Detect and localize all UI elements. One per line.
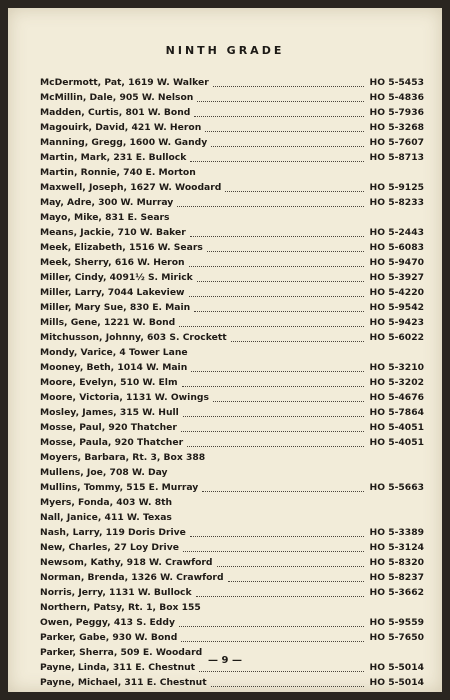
list-item [40,300,424,315]
directory-page [8,8,442,692]
list-item [40,135,424,150]
list-item [40,150,424,165]
entry-name-address: McDermott, Pat, 1619 W. Walker [40,77,209,88]
entry-phone: HO 5-3202 [369,377,424,388]
list-item [40,585,424,600]
entry-name-address: New, Charles, 27 Loy Drive [40,542,179,553]
list-item [40,465,424,480]
entry-name-address: Mondy, Varice, 4 Tower Lane [40,347,188,358]
list-item [40,525,424,540]
dot-leader [189,265,364,267]
entry-name-address: Norman, Brenda, 1326 W. Crawford [40,572,224,583]
list-item [40,480,424,495]
dot-leader [196,595,364,597]
entry-phone: HO 5-6083 [369,242,424,253]
list-item [40,225,424,240]
dot-leader [228,580,364,582]
list-item [40,600,424,615]
dot-leader [213,400,364,402]
entry-phone: HO 5-9125 [369,182,424,193]
entry-name-address: Mullens, Joe, 708 W. Day [40,467,168,478]
list-item [40,75,424,90]
dot-leader [190,535,364,537]
dot-leader [211,145,364,147]
entry-phone: HO 5-3389 [369,527,424,538]
entry-phone: HO 5-5014 [369,677,424,688]
entry-name-address: Miller, Cindy, 4091½ S. Mirick [40,272,193,283]
dot-leader [231,340,364,342]
page-number: — 9 — [208,655,242,666]
entry-name-address: Miller, Larry, 7044 Lakeview [40,287,185,298]
dot-leader [181,640,364,642]
dot-leader [190,235,364,237]
list-item [40,285,424,300]
dot-leader [225,190,364,192]
entry-name-address: Mullins, Tommy, 515 E. Murray [40,482,199,493]
dot-leader [181,430,364,432]
list-item [40,210,424,225]
entry-name-address: Moore, Evelyn, 510 W. Elm [40,377,178,388]
list-item [40,510,424,525]
dot-leader [179,325,364,327]
dot-leader [177,205,364,207]
list-item [40,345,424,360]
entry-name-address: Payne, Linda, 311 E. Chestnut [40,662,196,673]
list-item [40,435,424,450]
list-item [40,180,424,195]
entry-phone: HO 5-3662 [369,587,424,598]
entry-name-address: Mosse, Paul, 920 Thatcher [40,422,177,433]
dot-leader [213,85,364,87]
list-item [40,375,424,390]
list-item [40,315,424,330]
entry-name-address: Meek, Sherry, 616 W. Heron [40,257,185,268]
dot-leader [194,310,364,312]
entry-phone: HO 5-9559 [369,617,424,628]
dot-leader [205,130,364,132]
entry-name-address: Maxwell, Joseph, 1627 W. Woodard [40,182,222,193]
entry-phone: HO 5-9542 [369,302,424,313]
list-item [40,165,424,180]
entry-name-address: Mooney, Beth, 1014 W. Main [40,362,188,373]
entry-name-address: Nall, Janice, 411 W. Texas [40,512,172,523]
list-item [40,405,424,420]
entry-name-address: Mitchusson, Johnny, 603 S. Crockett [40,332,227,343]
entry-phone: HO 5-2443 [369,227,424,238]
entry-phone: HO 5-4220 [369,287,424,298]
entry-name-address: May, Adre, 300 W. Murray [40,197,174,208]
list-item [40,255,424,270]
dot-leader [211,685,364,687]
list-item [40,615,424,630]
entry-name-address: Norris, Jerry, 1131 W. Bullock [40,587,192,598]
entry-phone: HO 5-3268 [369,122,424,133]
entry-name-address: Moore, Victoria, 1131 W. Owings [40,392,209,403]
entry-phone: HO 5-8320 [369,557,424,568]
entry-name-address: Magouirk, David, 421 W. Heron [40,122,202,133]
list-item [40,450,424,465]
list-item [40,270,424,285]
entry-phone: HO 5-4051 [369,437,424,448]
dot-leader [187,445,364,447]
entry-name-address: Madden, Curtis, 801 W. Bond [40,107,191,118]
entry-phone: HO 5-8237 [369,572,424,583]
entry-phone: HO 5-9470 [369,257,424,268]
dot-leader [194,115,364,117]
dot-leader [197,100,364,102]
dot-leader [189,295,364,297]
entry-name-address: Owen, Peggy, 413 S. Eddy [40,617,175,628]
entry-name-address: Northern, Patsy, Rt. 1, Box 155 [40,602,201,613]
entry-phone: HO 5-7650 [369,632,424,643]
dot-leader [191,370,364,372]
list-item [40,330,424,345]
entry-name-address: Meek, Elizabeth, 1516 W. Sears [40,242,203,253]
dot-leader [207,250,364,252]
entry-name-address: Mayo, Mike, 831 E. Sears [40,212,170,223]
entry-name-address: Mosse, Paula, 920 Thatcher [40,437,184,448]
entry-phone: HO 5-7607 [369,137,424,148]
entry-name-address: Martin, Mark, 231 E. Bullock [40,152,187,163]
dot-leader [190,160,364,162]
dot-leader [183,550,364,552]
entry-name-address: Newsom, Kathy, 918 W. Crawford [40,557,213,568]
list-item [40,540,424,555]
entry-phone: HO 5-7864 [369,407,424,418]
list-item [40,360,424,375]
entry-name-address: Martin, Ronnie, 740 E. Morton [40,167,196,178]
entry-phone: HO 5-3124 [369,542,424,553]
entry-name-address: Moyers, Barbara, Rt. 3, Box 388 [40,452,206,463]
dot-leader [217,565,365,567]
entry-phone: HO 5-5453 [369,77,424,88]
entry-phone: HO 5-5014 [369,662,424,673]
list-item [40,495,424,510]
entry-name-address: McMillin, Dale, 905 W. Nelson [40,92,194,103]
page-heading: NINTH GRADE [165,44,285,57]
dot-leader [182,385,364,387]
list-item [40,195,424,210]
entry-name-address: Nash, Larry, 119 Doris Drive [40,527,186,538]
dot-leader [197,280,364,282]
entry-name-address: Mosley, James, 315 W. Hull [40,407,179,418]
entry-phone: HO 5-9423 [369,317,424,328]
list-item [40,390,424,405]
entry-phone: HO 5-4051 [369,422,424,433]
list-item [40,630,424,645]
entry-phone: HO 5-3210 [369,362,424,373]
entry-name-address: Mills, Gene, 1221 W. Bond [40,317,176,328]
entry-phone: HO 5-8233 [369,197,424,208]
list-item [40,675,424,690]
entry-name-address: Parker, Gabe, 930 W. Bond [40,632,178,643]
entry-name-address: Means, Jackie, 710 W. Baker [40,227,186,238]
entry-name-address: Payne, Michael, 311 E. Chestnut [40,677,207,688]
entry-phone: HO 5-4676 [369,392,424,403]
dot-leader [183,415,364,417]
entry-phone: HO 5-4836 [369,92,424,103]
entry-name-address: Miller, Mary Sue, 830 E. Main [40,302,191,313]
entry-name-address: Manning, Gregg, 1600 W. Gandy [40,137,208,148]
list-item [40,120,424,135]
list-item [40,555,424,570]
list-item [40,240,424,255]
entry-name-address: Myers, Fonda, 403 W. 8th [40,497,173,508]
entry-phone: HO 5-3927 [369,272,424,283]
list-item [40,105,424,120]
list-item [40,420,424,435]
entry-phone: HO 5-6022 [369,332,424,343]
entry-name-address: Parker, Sherra, 509 E. Woodard [40,647,203,658]
dot-leader [199,670,364,672]
entry-list [40,75,424,690]
entry-phone: HO 5-8713 [369,152,424,163]
entry-phone: HO 5-7936 [369,107,424,118]
list-item [40,570,424,585]
list-item [40,90,424,105]
dot-leader [179,625,364,627]
entry-phone: HO 5-5663 [369,482,424,493]
dot-leader [202,490,364,492]
